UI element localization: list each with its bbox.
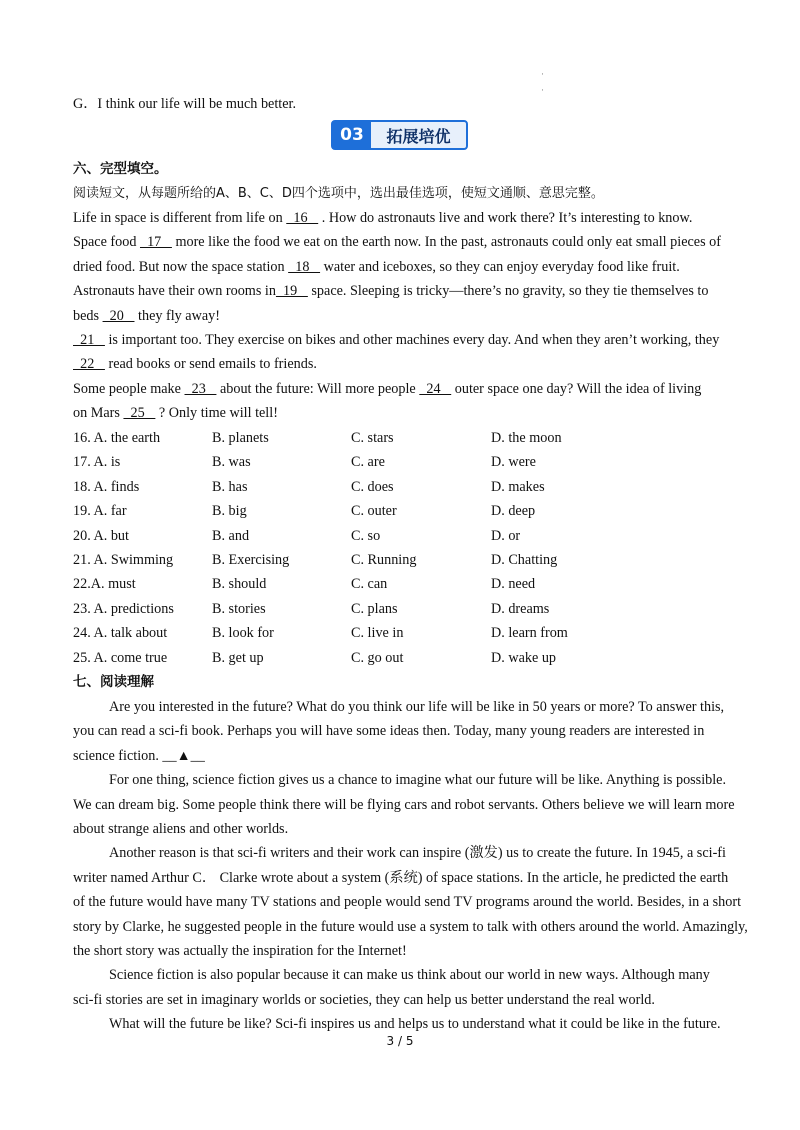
option-c: C. are <box>351 454 385 471</box>
option-c: C. Running <box>351 552 417 568</box>
option-num: 20. A. but <box>73 527 129 544</box>
blank-25: 25 <box>123 405 156 422</box>
passage-line <box>73 233 721 251</box>
reading-line: of the future would have many TV stations and people would send TV programs around the world. Besides, in a short <box>73 894 742 911</box>
option-d: D. the moon <box>491 430 562 446</box>
passage-text: Space food <box>73 234 140 251</box>
option-b: B. Exercising <box>212 552 290 568</box>
option-c: C. go out <box>351 649 404 666</box>
passage-text: water and iceboxes, so they can enjoy everyday food like fruit. <box>320 258 680 275</box>
option-num: 25. A. come true <box>73 649 168 666</box>
section6-heading: 六、完型填空。 <box>73 161 168 177</box>
passage-text: Life in space is different from life on <box>73 210 287 226</box>
option-g-line: G．I think our life will be much better. <box>73 96 297 112</box>
passage-text: Some people make <box>73 380 185 397</box>
blank-19: 19 <box>275 283 308 300</box>
reading-line: writer named Arthur C． Clarke wrote about a system (系统) of space stations. In the article, he predicted the earth <box>73 869 729 886</box>
option-d: D. deep <box>491 503 536 520</box>
option-num: 17. A. is <box>73 454 121 471</box>
blank-23: 23 <box>184 380 217 397</box>
option-d: D. makes <box>491 478 545 495</box>
option-d: D. dreams <box>491 600 550 617</box>
reading-line: Are you interested in the future? What do you think our life will be like in 50 years or more? To answer this, <box>109 699 725 715</box>
option-num: 21. A. Swimming <box>73 552 174 568</box>
option-d: D. were <box>491 454 536 471</box>
passage-line <box>73 404 278 422</box>
option-b: B. stories <box>212 600 266 617</box>
option-d: D. wake up <box>491 649 557 666</box>
passage-text: dried food. But now the space station <box>73 258 289 275</box>
passage-line <box>73 282 708 300</box>
option-c: C. can <box>351 576 388 593</box>
reading-line: We can dream big. Some people think there will be flying cars and robot servants. Others believe we will learn more <box>73 796 735 813</box>
reading-line: you can read a sci-fi book. Perhaps you will have some ideas then. Today, many young readers are interested in <box>73 723 705 740</box>
option-c: C. so <box>351 527 381 544</box>
passage-line <box>73 209 692 227</box>
section7-heading: 七、阅读理解 <box>73 674 154 690</box>
option-d: D. need <box>491 576 536 593</box>
option-c: C. outer <box>351 503 397 520</box>
passage-line <box>73 258 680 276</box>
option-num: 16. A. the earth <box>73 430 161 446</box>
reading-line: the short story was actually the inspiration for the Internet! <box>73 943 407 959</box>
passage-text: beds <box>73 307 103 324</box>
option-b: B. was <box>212 454 251 471</box>
passage-text: space. Sleeping is tricky—there’s no gravity, so they tie themselves to <box>307 283 709 300</box>
blank-22: 22 <box>73 356 105 373</box>
passage-text: is important too. They exercise on bikes and other machines every day. And when they aren’t working, they <box>104 332 720 348</box>
passage-text: ? Only time will tell! <box>155 405 278 422</box>
option-b: B. big <box>212 503 247 520</box>
passage-text: more like the food we eat on the earth now. In the past, astronauts could only eat small pieces of <box>171 234 721 251</box>
blank-21: 21 <box>73 332 105 348</box>
option-d: D. or <box>491 527 521 544</box>
option-num: 22.A. must <box>73 576 136 593</box>
page-number: 3 / 5 <box>386 1034 414 1048</box>
reading-line: Another reason is that sci-fi writers and their work can inspire (激发) us to create the future. In 1945, a sci-fi <box>109 845 726 862</box>
option-b: B. get up <box>212 649 264 666</box>
reading-line: about strange aliens and other worlds. <box>73 821 289 837</box>
option-b: B. and <box>212 527 250 544</box>
blank-24: 24 <box>419 380 452 397</box>
reading-line: What will the future be like? Sci-fi inspires us and helps us to understand what it could be like in the future. <box>109 1016 721 1033</box>
option-c: C. live in <box>351 625 404 642</box>
passage-line <box>73 355 317 373</box>
option-b: B. should <box>212 576 267 593</box>
passage-text: read books or send emails to friends. <box>104 356 317 373</box>
option-num: 23. A. predictions <box>73 600 174 617</box>
blank-17: 17 <box>139 234 172 251</box>
reading-line: science fiction. __▲__ <box>73 747 205 764</box>
section6-instruction: 阅读短文，从每题所给的A、B、C、D四个选项中，选出最佳选项，使短文通顺、意思完整。 <box>73 186 604 201</box>
option-d: D. learn from <box>491 625 568 642</box>
option-d: D. Chatting <box>491 552 558 568</box>
passage-text: . How do astronauts live and work there? It’s interesting to know. <box>318 210 693 226</box>
header-marks: · · <box>541 69 544 95</box>
blank-20: 20 <box>102 307 135 324</box>
passage-text: on Mars <box>73 405 124 422</box>
passage-line <box>73 331 719 349</box>
passage-text: Astronauts have their own rooms in <box>73 283 276 300</box>
passage-line <box>73 307 220 325</box>
reading-line: For one thing, science fiction gives us a chance to imagine what our future will be like. Anything is possible. <box>109 772 727 789</box>
option-c: C. plans <box>351 600 398 617</box>
option-b: B. planets <box>212 430 269 446</box>
option-c: C. does <box>351 478 394 495</box>
option-b: B. look for <box>212 625 274 642</box>
reading-line: story by Clarke, he suggested people in the future would use a system to talk with others around the world. Amazingly, <box>73 918 748 935</box>
section-banner <box>331 120 468 150</box>
passage-line <box>73 380 701 398</box>
option-c: C. stars <box>351 430 394 446</box>
passage-text: about the future: Will more people <box>216 380 420 397</box>
banner-title: 拓展培优 <box>386 126 451 146</box>
reading-line: sci-fi stories are set in imaginary worlds or societies, they can help us better understand the real world. <box>73 991 655 1008</box>
option-num: 18. A. finds <box>73 478 140 495</box>
blank-16: 16 <box>286 210 319 226</box>
reading-line: Science fiction is also popular because it can make us think about our world in new ways. Although many <box>109 967 710 984</box>
option-num: 19. A. far <box>73 503 127 520</box>
option-b: B. has <box>212 478 248 495</box>
passage-text: outer space one day? Will the idea of living <box>451 380 702 397</box>
option-num: 24. A. talk about <box>73 625 168 642</box>
banner-number: 03 <box>333 122 371 148</box>
passage-text: they fly away! <box>134 307 220 324</box>
blank-18: 18 <box>288 258 321 275</box>
